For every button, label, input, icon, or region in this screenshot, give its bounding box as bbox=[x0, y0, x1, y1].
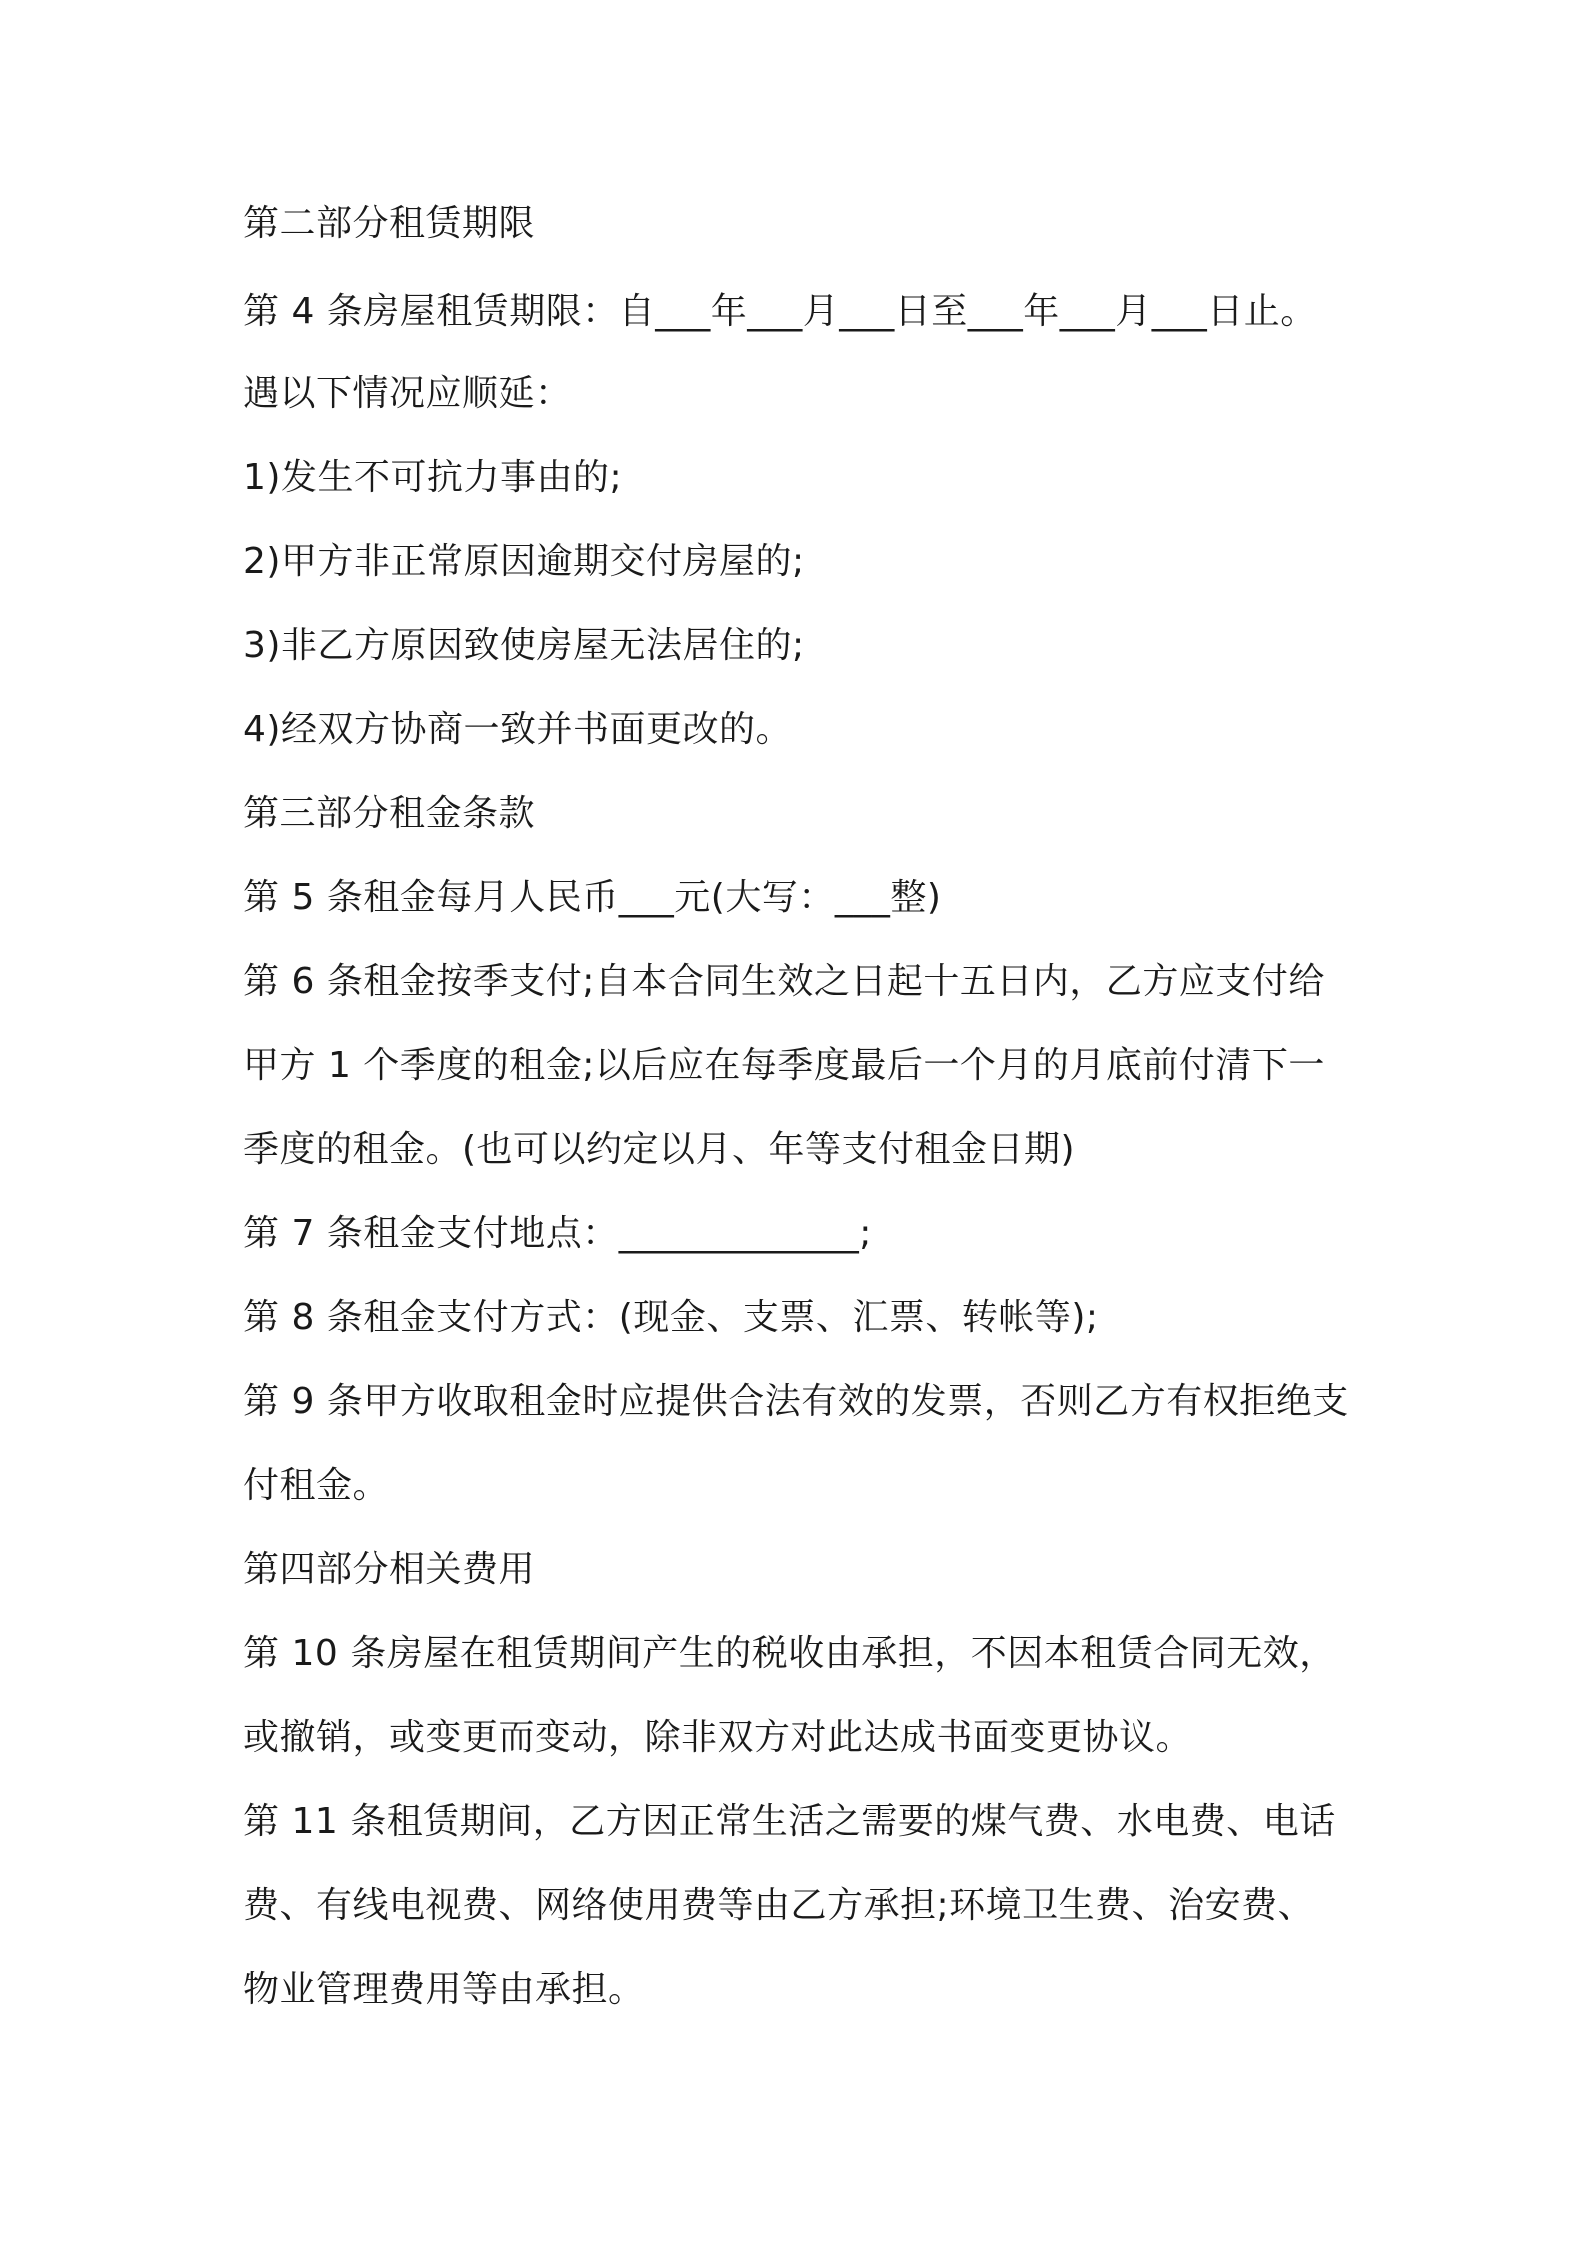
clause-6-line: 第 6 条租金按季支付;自本合同生效之日起十五日内，乙方应支付给 bbox=[243, 961, 1325, 1002]
document-body bbox=[243, 200, 1363, 2014]
section-heading-rent-terms: 第三部分租金条款 bbox=[243, 793, 536, 834]
clause-4-extension-intro: 遇以下情况应顺延： bbox=[243, 373, 572, 414]
extension-item-1: 1)发生不可抗力事由的; bbox=[243, 457, 623, 498]
clause-10-line: 第 10 条房屋在租赁期间产生的税收由承担，不因本租赁合同无效， bbox=[243, 1633, 1336, 1674]
clause-6-payment-schedule bbox=[243, 958, 1363, 1174]
extension-item-4: 4)经双方协商一致并书面更改的。 bbox=[243, 709, 792, 750]
clause-11-line: 费、有线电视费、网络使用费等由乙方承担;环境卫生费、治安费、 bbox=[243, 1885, 1315, 1926]
clause-6-line: 季度的租金。(也可以约定以月、年等支付租金日期) bbox=[243, 1129, 1076, 1170]
clause-11-utilities bbox=[243, 1798, 1363, 2014]
clause-7-payment-location: 第 7 条租金支付地点：_____________; bbox=[243, 1213, 872, 1254]
clause-10-taxes bbox=[243, 1630, 1363, 1762]
clause-9-invoice bbox=[243, 1378, 1363, 1510]
extension-item-2: 2)甲方非正常原因逾期交付房屋的; bbox=[243, 541, 805, 582]
extension-item-3: 3)非乙方原因致使房屋无法居住的; bbox=[243, 625, 805, 666]
section-heading-related-fees: 第四部分相关费用 bbox=[243, 1549, 536, 1590]
clause-9-line: 第 9 条甲方收取租金时应提供合法有效的发票，否则乙方有权拒绝支 bbox=[243, 1381, 1349, 1422]
clause-9-line: 付租金。 bbox=[243, 1465, 390, 1506]
clause-10-line: 或撤销，或变更而变动，除非双方对此达成书面变更协议。 bbox=[243, 1717, 1193, 1758]
clause-11-line: 第 11 条租赁期间，乙方因正常生活之需要的煤气费、水电费、电话 bbox=[243, 1801, 1336, 1842]
clause-8-payment-method: 第 8 条租金支付方式：(现金、支票、汇票、转帐等); bbox=[243, 1297, 1099, 1338]
clause-11-line: 物业管理费用等由承担。 bbox=[243, 1969, 645, 2010]
clause-5-monthly-rent: 第 5 条租金每月人民币___元(大写：___整) bbox=[243, 877, 942, 918]
section-heading-lease-term: 第二部分租赁期限 bbox=[243, 203, 536, 244]
clause-4-lease-period: 第 4 条房屋租赁期限：自___年___月___日至___年___月___日止。 bbox=[243, 291, 1317, 332]
clause-6-line: 甲方 1 个季度的租金;以后应在每季度最后一个月的月底前付清下一 bbox=[243, 1045, 1325, 1086]
